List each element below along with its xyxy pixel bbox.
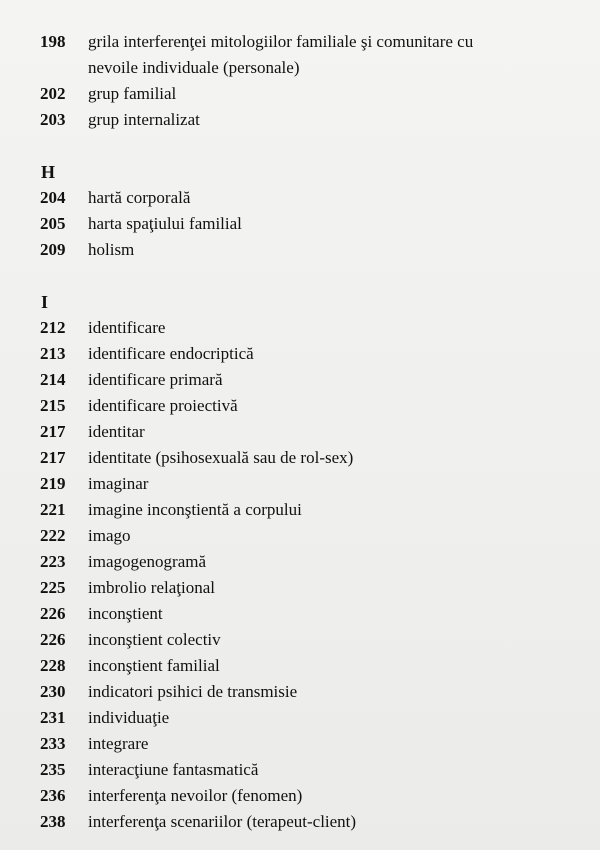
entry-page-number: 223 bbox=[40, 552, 66, 571]
entry-term: identificare proiectivă bbox=[88, 396, 238, 415]
entry-page-number: 231 bbox=[40, 708, 66, 727]
section-letter: I bbox=[41, 292, 49, 312]
index-entry bbox=[0, 601, 600, 627]
index-list bbox=[0, 29, 600, 835]
index-entry-continuation bbox=[0, 55, 600, 81]
section-spacer bbox=[0, 133, 600, 159]
entry-term: interacţiune fantasmatică bbox=[88, 760, 259, 779]
index-entry bbox=[0, 705, 600, 731]
index-entry bbox=[0, 393, 600, 419]
entry-page-number: 217 bbox=[40, 448, 66, 467]
entry-page-number: 221 bbox=[40, 500, 66, 519]
entry-term: inconştient familial bbox=[88, 656, 220, 675]
entry-page-number: 235 bbox=[40, 760, 66, 779]
entry-page-number: 230 bbox=[40, 682, 66, 701]
entry-term: holism bbox=[88, 240, 135, 259]
index-entry bbox=[0, 549, 600, 575]
entry-term: interferenţa nevoilor (fenomen) bbox=[88, 786, 303, 805]
entry-term: identificare primară bbox=[88, 370, 223, 389]
entry-term: identitate (psihosexuală sau de rol-sex) bbox=[88, 448, 354, 467]
entry-page-number: 202 bbox=[40, 84, 66, 103]
entry-page-number: 209 bbox=[40, 240, 66, 259]
index-entry bbox=[0, 783, 600, 809]
entry-page-number: 212 bbox=[40, 318, 66, 337]
index-entry bbox=[0, 445, 600, 471]
index-entry bbox=[0, 211, 600, 237]
entry-term: imagine inconştientă a corpului bbox=[88, 500, 302, 519]
entry-term: imago bbox=[88, 526, 131, 545]
entry-term: grup internalizat bbox=[88, 110, 200, 129]
entry-page-number: 226 bbox=[40, 630, 66, 649]
index-entry bbox=[0, 679, 600, 705]
entry-term: grup familial bbox=[88, 84, 177, 103]
entry-page-number: 203 bbox=[40, 110, 66, 129]
entry-term: indicatori psihici de transmisie bbox=[88, 682, 298, 701]
entry-page-number: 233 bbox=[40, 734, 66, 753]
entry-page-number: 238 bbox=[40, 812, 66, 831]
entry-page-number: 204 bbox=[40, 188, 66, 207]
entry-page-number: 214 bbox=[40, 370, 66, 389]
entry-term: integrare bbox=[88, 734, 149, 753]
entry-term: identificare bbox=[88, 318, 166, 337]
entry-term: inconştient bbox=[88, 604, 163, 623]
entry-page-number: 225 bbox=[40, 578, 66, 597]
entry-term: inconştient colectiv bbox=[88, 630, 221, 649]
index-entry bbox=[0, 419, 600, 445]
index-entry bbox=[0, 627, 600, 653]
entry-page-number: 219 bbox=[40, 474, 66, 493]
section-letter: H bbox=[41, 162, 56, 182]
index-entry bbox=[0, 497, 600, 523]
section-spacer bbox=[0, 263, 600, 289]
entry-term: hartă corporală bbox=[88, 188, 191, 207]
index-entry bbox=[0, 107, 600, 133]
index-entry bbox=[0, 81, 600, 107]
entry-term: imbrolio relaţional bbox=[88, 578, 215, 597]
entry-page-number: 222 bbox=[40, 526, 66, 545]
entry-page-number: 217 bbox=[40, 422, 66, 441]
entry-page-number: 226 bbox=[40, 604, 66, 623]
index-entry bbox=[0, 653, 600, 679]
index-entry bbox=[0, 575, 600, 601]
index-entry bbox=[0, 523, 600, 549]
index-entry bbox=[0, 341, 600, 367]
entry-term: imaginar bbox=[88, 474, 149, 493]
entry-term: interferenţa scenariilor (terapeut-client) bbox=[88, 812, 357, 831]
entry-term: identitar bbox=[88, 422, 145, 441]
index-entry bbox=[0, 29, 600, 55]
entry-page-number: 198 bbox=[40, 32, 66, 51]
index-entry bbox=[0, 471, 600, 497]
entry-page-number: 205 bbox=[40, 214, 66, 233]
index-entry bbox=[0, 185, 600, 211]
index-entry bbox=[0, 731, 600, 757]
entry-term: individuaţie bbox=[88, 708, 170, 727]
section-heading bbox=[0, 159, 600, 185]
index-entry bbox=[0, 809, 600, 835]
section-heading bbox=[0, 289, 600, 315]
index-entry bbox=[0, 367, 600, 393]
index-entry bbox=[0, 315, 600, 341]
entry-page-number: 213 bbox=[40, 344, 66, 363]
entry-page-number: 215 bbox=[40, 396, 66, 415]
index-entry bbox=[0, 237, 600, 263]
index-entry bbox=[0, 757, 600, 783]
entry-term: harta spaţiului familial bbox=[88, 214, 242, 233]
entry-page-number: 228 bbox=[40, 656, 66, 675]
entry-term: grila interferenţei mitologiilor familiale şi comunitare cu bbox=[88, 32, 474, 51]
entry-term: imagogenogramă bbox=[88, 552, 207, 571]
entry-term: identificare endocriptică bbox=[88, 344, 254, 363]
entry-page-number: 236 bbox=[40, 786, 66, 805]
entry-term: nevoile individuale (personale) bbox=[88, 58, 300, 77]
